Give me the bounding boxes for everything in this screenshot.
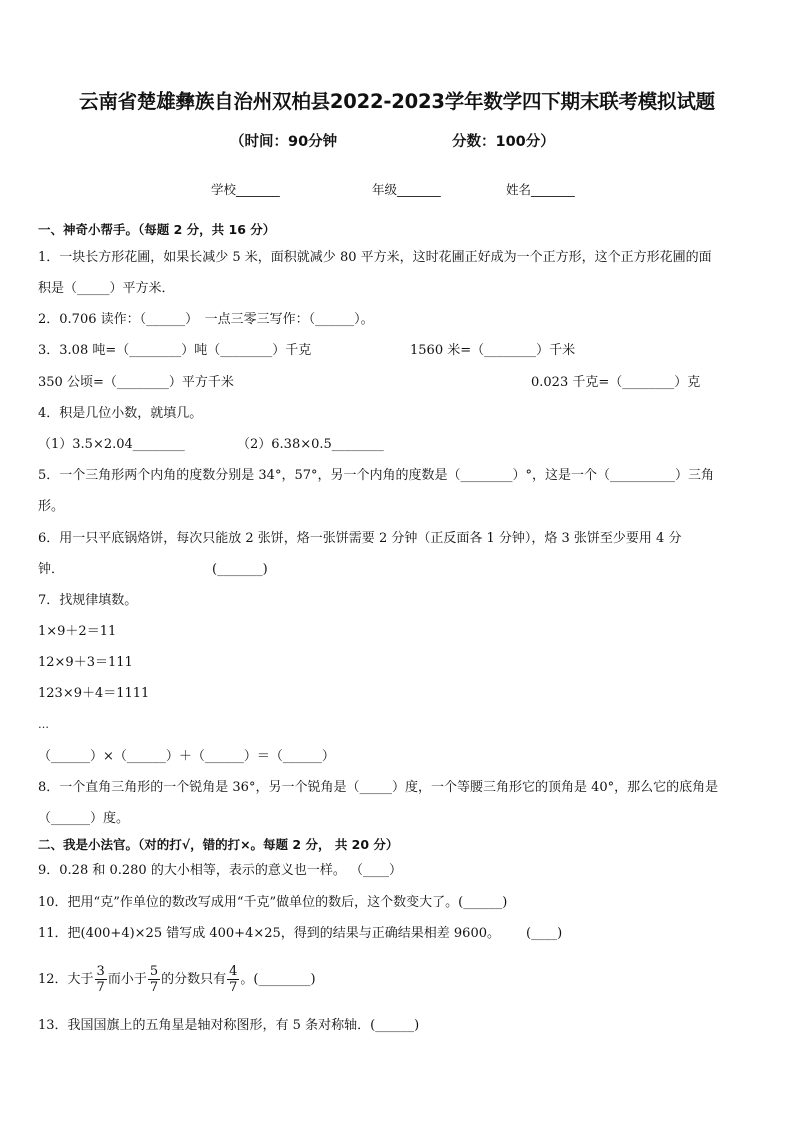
question-3-part-4: 0.023 千克=（________）克 [531, 375, 701, 390]
fraction-five-sevenths [148, 964, 160, 995]
fraction-numerator: 3 [96, 964, 105, 979]
question-6-line-1: 6．用一只平底锅烙饼，每次只能放 2 张饼，烙一张饼需要 2 分钟（正反面各 1 分钟），烙 3 张饼至少要用 4 分 [38, 531, 682, 546]
question-13: 13．我国国旗上的五角星是轴对称图形，有 5 条对称轴．(______) [38, 1018, 420, 1033]
question-3-part-1: 3．3.08 吨=（________）吨（________）千克 [38, 343, 312, 358]
question-6-line-2: 钟． [38, 562, 65, 577]
pattern-ellipsis: … [38, 718, 49, 731]
question-2: 2．0.706 读作：（______） 一点三零三写作：（______）。 [38, 312, 374, 327]
page-title: 云南省楚雄彝族自治州双柏县2022-2023学年数学四下期末联考模拟试题 [79, 90, 715, 113]
question-4-part-2: （2）6.38×0.5________ [237, 437, 384, 452]
exam-score: 分数：100分） [452, 134, 555, 150]
fraction-numerator: 5 [149, 964, 159, 979]
question-10: 10．把用“克”作单位的数改写成用“千克”做单位的数后，这个数变大了。(______) [38, 895, 508, 910]
name-field: 姓名_______ [506, 182, 575, 197]
fraction-three-sevenths [95, 964, 107, 995]
question-1-line-1: 1．一块长方形花圃，如果长减少 5 米，面积就减少 80 平方米，这时花圃正好成为一个正方形，这个正方形花圃的面 [38, 250, 712, 265]
pattern-answer-line: （______）×（______）＋（______）＝（______） [38, 749, 335, 764]
question-5-line-1: 5．一个三角形两个内角的度数分别是 34°，57°，另一个内角的度数是（________）°，这是一个（__________）三角 [38, 468, 714, 483]
question-12 [38, 962, 316, 998]
fraction-numerator: 4 [229, 964, 238, 979]
question-12-middle: 而小于 [107, 972, 147, 987]
question-8-line-2: （______）度。 [38, 811, 130, 826]
fraction-denominator: 7 [149, 980, 159, 995]
question-12-prefix: 12．大于 [38, 972, 94, 987]
question-6-blank: (_______) [212, 562, 268, 577]
section-heading-1: 一、神奇小帮手。（每题 2 分，共 16 分） [38, 222, 276, 237]
question-3-part-3: 350 公顷=（________）平方千米 [38, 375, 234, 390]
fraction-denominator: 7 [229, 980, 238, 995]
question-9: 9．0.28 和 0.280 的大小相等，表示的意义也一样。 （____） [38, 863, 402, 878]
pattern-line-2: 12×9＋3＝111 [38, 655, 133, 670]
question-8-line-1: 8．一个直角三角形的一个锐角是 36°，另一个锐角是（_____）度，一个等腰三角形它的顶角是 40°，那么它的底角是 [38, 780, 719, 795]
question-4: 4．积是几位小数，就填几。 [38, 406, 203, 421]
pattern-line-1: 1×9＋2＝11 [38, 624, 117, 639]
school-field: 学校_______ [211, 182, 280, 197]
question-5-line-2: 形。 [38, 499, 65, 514]
question-3-part-2: 1560 米=（________）千米 [410, 343, 576, 358]
question-7: 7．找规律填数。 [38, 593, 138, 608]
question-4-part-1: （1）3.5×2.04________ [38, 437, 185, 452]
fraction-denominator: 7 [96, 980, 105, 995]
section-heading-2: 二、我是小法官。（对的打√，错的打×。每题 2 分， 共 20 分） [38, 837, 399, 852]
question-11-blank: (____) [526, 926, 563, 941]
fraction-four-sevenths [227, 964, 239, 995]
question-12-middle-2: 的分数只有 [161, 972, 227, 987]
grade-field: 年级_______ [372, 182, 441, 197]
exam-time: （时间：90分钟 [230, 134, 338, 150]
question-12-suffix: 。(________) [240, 972, 316, 987]
pattern-line-3: 123×9＋4＝1111 [38, 686, 150, 701]
question-1-line-2: 积是（_____）平方米． [38, 281, 175, 296]
question-11: 11．把(400+4)×25 错写成 400+4×25，得到的结果与正确结果相差 9600。 [38, 926, 500, 941]
